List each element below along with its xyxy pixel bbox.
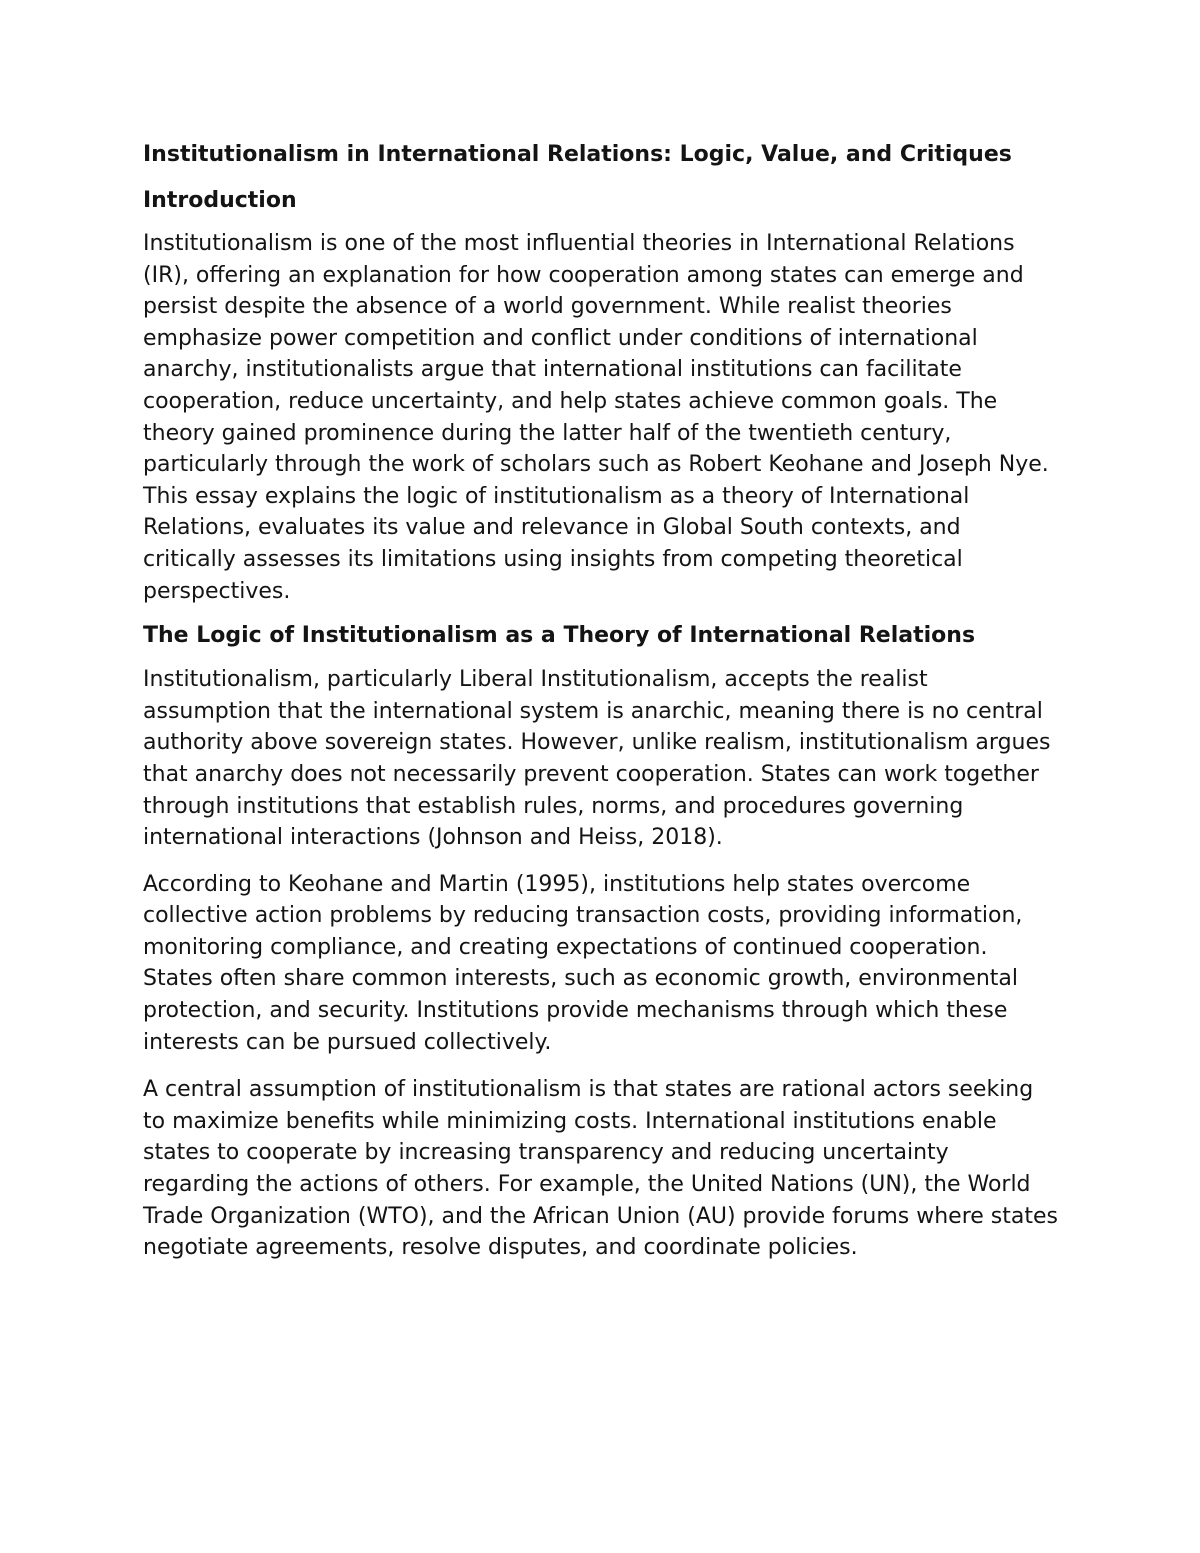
section-heading-logic: The Logic of Institutionalism as a Theory of International Relations	[143, 623, 976, 649]
introduction-paragraph: Institutionalism is one of the most influential theories in International Relations (IR), offering an explanation for how cooperation among states can emerge and persist despite the absence of a world government. While realist theories emphasize power competition and conflict under conditions of international anarchy, institutionalists argue that international institutions can facilitate cooperation, reduce uncertainty, and help states achieve common goals. The theory gained prominence during the latter half of the twentieth century, particularly through the work of scholars such as Robert Keohane and Joseph Nye. This essay explains the logic of institutionalism as a theory of International Relations, evaluates its value and relevance in Global South contexts, and critically assesses its limitations using insights from competing theoretical perspectives.	[143, 231, 1049, 604]
section-heading-introduction: Introduction	[143, 188, 297, 213]
logic-paragraph-3: A central assumption of institutionalism is that states are rational actors seeking to maximize benefits while minimizing costs. International institutions enable states to cooperate by increasing transparency and reducing uncertainty regarding the actions of others. For example, the United Nations (UN), the World Trade Organization (WTO), and the African Union (AU) provide forums where states negotiate agreements, resolve disputes, and coordinate policies.	[143, 1077, 1058, 1261]
document-body	[143, 139, 1058, 1264]
logic-paragraph-1: Institutionalism, particularly Liberal Institutionalism, accepts the realist assumption that the international system is anarchic, meaning there is no central authority above sovereign states. However, unlike realism, institutionalism argues that anarchy does not necessarily prevent cooperation. States can work together through institutions that establish rules, norms, and procedures governing international interactions (Johnson and Heiss, 2018).	[143, 667, 1051, 851]
document-title: Institutionalism in International Relations: Logic, Value, and Critiques	[143, 142, 1012, 167]
logic-paragraph-2: According to Keohane and Martin (1995), institutions help states overcome collective action problems by reducing transaction costs, providing information, monitoring compliance, and creating expectations of continued cooperation. States often share common interests, such as economic growth, environmental protection, and security. Institutions provide mechanisms through which these interests can be pursued collectively.	[143, 871, 1023, 1055]
